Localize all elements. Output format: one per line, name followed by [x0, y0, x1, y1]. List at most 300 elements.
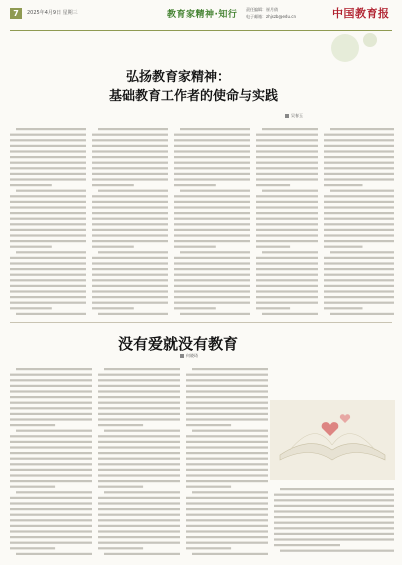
text-line: [186, 407, 268, 409]
text-line: [10, 542, 92, 544]
text-line: [274, 527, 394, 529]
text-line: [256, 290, 318, 292]
text-line: [10, 201, 86, 203]
text-line: [262, 313, 318, 315]
text-line: [324, 150, 394, 152]
text-line: [324, 285, 394, 287]
text-line: [92, 302, 168, 304]
text-line: [98, 519, 180, 521]
text-line: [330, 313, 394, 315]
text-line: [324, 274, 394, 276]
text-line: [16, 368, 92, 370]
text-line: [262, 128, 318, 130]
issue-date: 2025年4月9日 星期三: [27, 10, 78, 16]
editor-name: 责任编辑：崔月倩: [246, 7, 278, 12]
text-line: [186, 385, 268, 387]
text-line: [174, 268, 250, 270]
text-line: [92, 290, 168, 292]
editor-email: 电子邮箱：zhjszb@edu.cn: [246, 14, 297, 19]
text-line: [10, 508, 92, 510]
text-line: [92, 150, 168, 152]
text-line: [324, 212, 394, 214]
text-line: [92, 279, 168, 281]
text-line: [98, 458, 180, 460]
text-line: [10, 302, 86, 304]
text-line: [324, 139, 394, 141]
body-text-lines: [10, 125, 86, 315]
text-line: [186, 418, 268, 420]
text-line: [10, 290, 86, 292]
text-line: [10, 407, 92, 409]
text-line: [98, 374, 180, 376]
text-line: [256, 212, 318, 214]
text-line: [180, 190, 250, 192]
text-line: [10, 525, 92, 527]
text-line: [256, 178, 318, 180]
text-line: [16, 251, 86, 253]
text-line: [10, 435, 92, 437]
text-line: [180, 128, 250, 130]
text-column: [274, 485, 394, 555]
byline-square-icon: [180, 354, 184, 358]
text-line: [324, 240, 394, 242]
text-line: [180, 251, 250, 253]
text-line: [256, 150, 318, 152]
text-line: [10, 296, 86, 298]
body-text-lines: [10, 365, 92, 555]
open-book-illustration: [270, 400, 395, 480]
text-column: [98, 365, 180, 555]
text-line: [330, 190, 394, 192]
text-line: [186, 390, 268, 392]
text-line: [98, 486, 143, 488]
text-line: [10, 547, 55, 549]
text-line: [174, 145, 250, 147]
body-text-lines: [98, 365, 180, 555]
text-line: [274, 510, 394, 512]
text-line: [92, 145, 168, 147]
text-line: [10, 469, 92, 471]
text-line: [98, 418, 180, 420]
text-line: [256, 139, 318, 141]
text-line: [98, 508, 180, 510]
text-line: [180, 313, 250, 315]
newspaper-logo: 中国教育报: [332, 7, 390, 20]
text-line: [10, 285, 86, 287]
text-line: [98, 396, 180, 398]
page-number: 7: [10, 8, 22, 19]
page-header: [0, 0, 402, 32]
text-line: [174, 257, 250, 259]
body-text-lines: [186, 365, 268, 555]
text-line: [10, 519, 92, 521]
text-line: [186, 374, 268, 376]
text-line: [174, 178, 250, 180]
text-line: [10, 458, 92, 460]
text-line: [256, 268, 318, 270]
text-line: [274, 538, 394, 540]
text-line: [174, 195, 250, 197]
text-line: [274, 533, 394, 535]
text-line: [10, 452, 92, 454]
text-line: [324, 201, 394, 203]
text-line: [98, 502, 180, 504]
text-line: [10, 274, 86, 276]
text-line: [324, 268, 394, 270]
text-line: [330, 251, 394, 253]
text-line: [186, 514, 268, 516]
text-line: [10, 145, 86, 147]
text-column: [10, 365, 92, 555]
text-line: [98, 497, 180, 499]
text-column: [186, 365, 268, 555]
text-line: [256, 195, 318, 197]
text-line: [92, 184, 134, 186]
text-line: [92, 156, 168, 158]
article-title-line2: 基础教育工作者的使命与实践: [109, 89, 279, 104]
text-line: [174, 234, 250, 236]
editor-info: [246, 6, 296, 20]
text-line: [186, 547, 231, 549]
text-line: [256, 234, 318, 236]
text-line: [92, 229, 168, 231]
text-line: [256, 246, 290, 248]
text-line: [174, 246, 216, 248]
section-rule: [10, 322, 392, 323]
text-line: [98, 547, 143, 549]
text-line: [186, 435, 268, 437]
text-line: [186, 530, 268, 532]
text-line: [256, 279, 318, 281]
text-line: [256, 162, 318, 164]
text-line: [324, 156, 394, 158]
text-line: [186, 497, 268, 499]
text-line: [98, 441, 180, 443]
text-line: [324, 184, 363, 186]
text-line: [92, 206, 168, 208]
body-text-lines: [324, 125, 394, 315]
text-line: [174, 150, 250, 152]
text-line: [324, 134, 394, 136]
text-line: [92, 139, 168, 141]
text-line: [10, 390, 92, 392]
text-line: [98, 251, 168, 253]
text-column: [92, 125, 168, 315]
text-line: [324, 206, 394, 208]
text-line: [324, 246, 363, 248]
text-line: [174, 134, 250, 136]
text-line: [10, 212, 86, 214]
text-line: [274, 499, 394, 501]
text-line: [10, 396, 92, 398]
text-line: [186, 463, 268, 465]
text-line: [98, 379, 180, 381]
text-line: [256, 134, 318, 136]
text-line: [256, 240, 318, 242]
article2-byline: [180, 353, 198, 359]
text-line: [92, 262, 168, 264]
text-line: [324, 145, 394, 147]
text-line: [186, 480, 268, 482]
text-line: [16, 128, 86, 130]
text-line: [174, 302, 250, 304]
text-line: [324, 162, 394, 164]
text-line: [10, 413, 92, 415]
text-line: [186, 508, 268, 510]
text-line: [98, 313, 168, 315]
text-line: [16, 190, 86, 192]
text-line: [10, 530, 92, 532]
text-line: [186, 413, 268, 415]
text-line: [10, 463, 92, 465]
text-column: [324, 125, 394, 315]
text-line: [92, 223, 168, 225]
text-line: [10, 474, 92, 476]
text-line: [98, 446, 180, 448]
text-line: [92, 134, 168, 136]
text-line: [186, 424, 231, 426]
text-line: [256, 156, 318, 158]
text-line: [324, 167, 394, 169]
text-line: [174, 240, 250, 242]
text-line: [98, 452, 180, 454]
text-line: [324, 262, 394, 264]
text-line: [192, 368, 268, 370]
text-line: [98, 536, 180, 538]
text-line: [98, 469, 180, 471]
body-text-lines: [274, 485, 394, 555]
text-line: [98, 128, 168, 130]
text-line: [92, 212, 168, 214]
article-title-block: [96, 62, 366, 120]
text-column: [256, 125, 318, 315]
text-line: [92, 162, 168, 164]
text-column: [174, 125, 250, 315]
text-line: [92, 201, 168, 203]
text-line: [10, 178, 86, 180]
text-line: [10, 385, 92, 387]
text-line: [324, 257, 394, 259]
text-line: [10, 257, 86, 259]
text-line: [324, 307, 363, 309]
text-line: [256, 218, 318, 220]
text-line: [186, 525, 268, 527]
text-line: [256, 257, 318, 259]
text-line: [174, 290, 250, 292]
text-line: [98, 413, 180, 415]
text-line: [10, 195, 86, 197]
text-line: [92, 173, 168, 175]
text-line: [256, 145, 318, 147]
text-line: [98, 435, 180, 437]
text-line: [186, 474, 268, 476]
byline-square-icon: [285, 114, 289, 118]
article-title-line1: 弘扬教育家精神：: [126, 70, 231, 85]
text-line: [174, 218, 250, 220]
text-line: [10, 162, 86, 164]
text-line: [324, 290, 394, 292]
text-line: [174, 274, 250, 276]
text-line: [274, 516, 394, 518]
text-line: [186, 536, 268, 538]
text-line: [16, 313, 86, 315]
text-line: [262, 190, 318, 192]
text-line: [262, 251, 318, 253]
text-line: [104, 430, 180, 432]
text-line: [174, 156, 250, 158]
text-line: [10, 206, 86, 208]
text-line: [16, 430, 92, 432]
text-line: [10, 497, 92, 499]
text-line: [186, 452, 268, 454]
text-line: [186, 446, 268, 448]
text-line: [98, 525, 180, 527]
text-line: [256, 173, 318, 175]
text-line: [92, 246, 134, 248]
text-line: [186, 458, 268, 460]
text-line: [98, 390, 180, 392]
text-line: [280, 488, 394, 490]
body-text-lines: [256, 125, 318, 315]
text-line: [98, 402, 180, 404]
byline-author: 何晓琦: [186, 353, 198, 358]
text-line: [324, 218, 394, 220]
text-line: [10, 150, 86, 152]
text-line: [104, 553, 180, 555]
text-line: [324, 229, 394, 231]
text-line: [174, 139, 250, 141]
text-line: [192, 491, 268, 493]
article2-title: 没有爱就没有教育: [118, 335, 239, 353]
text-column: [10, 125, 86, 315]
text-line: [98, 474, 180, 476]
text-line: [10, 223, 86, 225]
text-line: [10, 139, 86, 141]
text-line: [186, 402, 268, 404]
text-line: [10, 514, 92, 516]
text-line: [10, 424, 55, 426]
text-line: [324, 173, 394, 175]
text-line: [98, 190, 168, 192]
text-line: [174, 167, 250, 169]
article-byline: [285, 113, 303, 119]
text-line: [10, 307, 52, 309]
text-line: [256, 223, 318, 225]
text-line: [104, 491, 180, 493]
text-line: [274, 522, 394, 524]
text-line: [10, 229, 86, 231]
text-line: [10, 167, 86, 169]
text-line: [10, 262, 86, 264]
text-line: [16, 553, 92, 555]
text-line: [330, 128, 394, 130]
body-text-lines: [92, 125, 168, 315]
text-line: [174, 279, 250, 281]
text-line: [92, 257, 168, 259]
text-line: [186, 519, 268, 521]
text-line: [10, 441, 92, 443]
text-line: [10, 173, 86, 175]
text-line: [174, 229, 250, 231]
text-line: [10, 234, 86, 236]
text-line: [324, 223, 394, 225]
text-line: [92, 268, 168, 270]
text-line: [92, 234, 168, 236]
text-line: [274, 505, 394, 507]
text-line: [174, 184, 216, 186]
text-line: [92, 296, 168, 298]
text-line: [98, 514, 180, 516]
text-line: [98, 407, 180, 409]
text-line: [174, 206, 250, 208]
text-line: [256, 262, 318, 264]
text-line: [256, 285, 318, 287]
text-line: [174, 223, 250, 225]
text-line: [256, 201, 318, 203]
text-line: [92, 218, 168, 220]
text-line: [98, 385, 180, 387]
text-line: [192, 430, 268, 432]
text-line: [174, 162, 250, 164]
text-line: [98, 542, 180, 544]
text-line: [98, 530, 180, 532]
text-line: [256, 274, 318, 276]
byline-author: 吴春玉: [291, 113, 303, 118]
text-line: [256, 296, 318, 298]
text-line: [92, 307, 134, 309]
text-line: [324, 302, 394, 304]
text-line: [10, 502, 92, 504]
text-line: [174, 212, 250, 214]
body-text-lines: [174, 125, 250, 315]
text-line: [92, 167, 168, 169]
text-line: [256, 167, 318, 169]
text-line: [10, 480, 92, 482]
text-line: [280, 550, 394, 552]
text-line: [186, 441, 268, 443]
text-line: [256, 307, 290, 309]
text-line: [10, 156, 86, 158]
text-line: [92, 285, 168, 287]
text-line: [92, 178, 168, 180]
text-line: [186, 469, 268, 471]
text-line: [274, 494, 394, 496]
text-line: [174, 296, 250, 298]
text-line: [98, 424, 143, 426]
text-line: [10, 279, 86, 281]
text-line: [186, 486, 231, 488]
text-line: [256, 184, 290, 186]
text-line: [256, 302, 318, 304]
text-line: [186, 379, 268, 381]
text-line: [324, 234, 394, 236]
text-line: [10, 374, 92, 376]
text-line: [10, 418, 92, 420]
text-line: [10, 486, 55, 488]
text-line: [192, 553, 268, 555]
text-line: [324, 178, 394, 180]
text-line: [256, 229, 318, 231]
text-line: [10, 268, 86, 270]
text-line: [92, 195, 168, 197]
text-line: [186, 502, 268, 504]
text-line: [186, 396, 268, 398]
text-line: [104, 368, 180, 370]
text-line: [98, 480, 180, 482]
text-line: [174, 285, 250, 287]
text-line: [10, 536, 92, 538]
text-line: [10, 218, 86, 220]
